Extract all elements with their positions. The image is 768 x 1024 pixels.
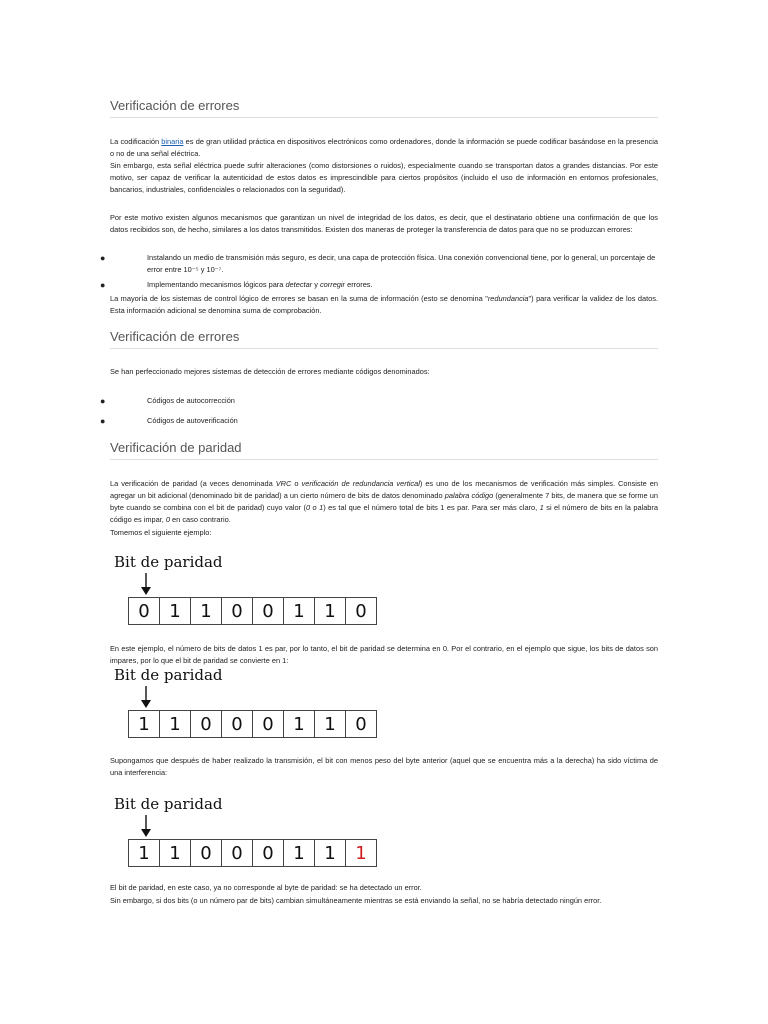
intro-text-end: es de gran utilidad práctica en dispositivos electrónicos como ordenadores, donde la información se puede codificar basándose en la presencia o no de una señal eléctrica. <box>110 137 658 158</box>
bit-cell: 1 <box>191 598 222 624</box>
bit-cell: 0 <box>253 711 284 737</box>
bit-cell: 0 <box>129 598 160 624</box>
intro-text-start: La codificación <box>110 137 162 146</box>
parity-term-vrc-full: verificación de redundancia vertical <box>301 479 420 488</box>
paragraph-even-example: En este ejemplo, el número de bits de datos 1 es par, por lo tanto, el bit de paridad se determina en 0. Por el contrario, en el ejemplo que sigue, los bits de datos son impares, por lo que el bit de paridad se convierte en 1: <box>110 644 658 665</box>
bit-cell: 0 <box>355 600 367 622</box>
parity-figure-1 <box>110 553 378 643</box>
bit-row <box>128 597 377 625</box>
parity-text-b: o <box>291 479 302 488</box>
bit-cell: 1 <box>160 598 191 624</box>
bit-cell-error: 1 <box>355 842 367 864</box>
parity-term-vrc: VRC <box>275 479 292 488</box>
bit-cell: 1 <box>129 840 160 866</box>
list-item-label <box>147 279 658 291</box>
bullet-emphasis-detectar: detectar <box>285 280 313 289</box>
bullet-icon: ● <box>100 416 106 426</box>
paragraph-codes-intro: Se han perfeccionado mejores sistemas de detección de errores mediante códigos denominados: <box>110 367 430 376</box>
parity-caption: Bit de paridad <box>114 553 223 571</box>
bit-cell: 1 <box>160 840 191 866</box>
bullet-icon: ● <box>100 253 106 263</box>
down-arrow-icon <box>140 815 152 837</box>
bit-cell: 0 <box>222 711 253 737</box>
bullet-text-end: errores. <box>345 280 373 289</box>
bit-cell: 0 <box>253 598 284 624</box>
parity-term-0: 0 <box>165 515 170 524</box>
parity-text-d: (generalmente 7 bits, de manera que se forme un byte cuando se combina con el bit de paridad) cuyo valor ( <box>110 491 658 512</box>
redundancy-text-start: La mayoría de los sistemas de control lógico de errores se basan en la suma de información (esto se denomina " <box>110 294 488 303</box>
bit-row <box>128 710 377 738</box>
parity-caption: Bit de paridad <box>114 795 223 813</box>
link-binaria[interactable]: binaria <box>161 137 184 146</box>
parity-term-0o1: 0 o 1 <box>305 503 324 512</box>
section-title-verificacion-errores-2: Verificación de errores <box>110 329 658 349</box>
paragraph-even-bits-limitation: Sin embargo, si dos bits (o un número par de bits) cambian simultáneamente mientras se está enviando la señal, no se habría detectado ningún error. <box>110 896 602 905</box>
bit-cell: 1 <box>284 598 315 624</box>
paragraph-redundancy <box>110 293 658 317</box>
bit-cell: 1 <box>160 711 191 737</box>
bullet-text-mid: y <box>312 280 320 289</box>
paragraph-intro <box>110 136 658 160</box>
parity-term-palabra: palabra código <box>444 491 494 500</box>
bullet-text-start: Implementando mecanismos lógicos para <box>147 280 286 289</box>
paragraph-example-intro: Tomemos el siguiente ejemplo: <box>110 528 212 537</box>
redundancy-text-end: ") para verificar la validez de los datos. Esta información adicional se denomina suma de comprobación. <box>110 294 658 315</box>
bit-cell: 1 <box>315 840 346 866</box>
bit-cell: 1 <box>284 840 315 866</box>
bit-cell: 0 <box>253 840 284 866</box>
parity-text-a: La verificación de paridad (a veces denominada <box>110 479 276 488</box>
bit-cell: 0 <box>355 713 367 735</box>
redundancy-term: redundancia <box>487 294 529 303</box>
section-title-verificacion-paridad: Verificación de paridad <box>110 440 658 460</box>
paragraph-integrity: Por este motivo existen algunos mecanismos que garantizan un nivel de integridad de los datos, es decir, que el destinatario obtiene una confirmación de que los datos recibidos son, de hecho, similares a los datos transmitidos. Existen dos maneras de proteger la transferencia de datos para que no se produzcan errores: <box>110 213 658 234</box>
parity-text-g: en caso contrario. <box>170 515 231 524</box>
down-arrow-icon <box>140 686 152 708</box>
bullet-icon: ● <box>100 280 106 290</box>
bit-cell: 1 <box>129 711 160 737</box>
parity-text-f: si el número de bits en la palabra código es impar, <box>110 503 658 524</box>
list-item-label: Códigos de autocorrección <box>147 396 235 405</box>
parity-text-e: ) es tal que el número total de bits 1 es par. Para ser más claro, <box>323 503 540 512</box>
paragraph-parity-definition <box>110 478 658 526</box>
list-item-label: Códigos de autoverificación <box>147 416 238 425</box>
section-title-verificacion-errores: Verificación de errores <box>110 98 658 118</box>
paragraph-error-detected: El bit de paridad, en este caso, ya no corresponde al byte de paridad: se ha detectado un error. <box>110 883 422 892</box>
bit-cell: 0 <box>222 598 253 624</box>
bit-cell: 1 <box>315 711 346 737</box>
parity-caption: Bit de paridad <box>114 666 223 684</box>
list-item-label: Instalando un medio de transmisión más seguro, es decir, una capa de protección física. Una conexión convencional tiene, por lo general, un porcentaje de error entre 10⁻⁵ y 10⁻⁷. <box>147 253 656 274</box>
bit-cell: 1 <box>284 711 315 737</box>
bit-cell: 1 <box>315 598 346 624</box>
bullet-icon: ● <box>100 396 106 406</box>
bit-cell: 0 <box>191 840 222 866</box>
bullet-emphasis-corregir: corregir <box>319 280 346 289</box>
parity-text-c: ) es uno de los mecanismos de verificación más simples. Consiste en agregar un bit adicional (denominado bit de paridad) a un cierto número de bits de datos denominado <box>110 479 658 500</box>
down-arrow-icon <box>140 573 152 595</box>
bit-cell: 0 <box>191 711 222 737</box>
paragraph-distortion: Sin embargo, esta señal eléctrica puede sufrir alteraciones (como distorsiones o ruidos), especialmente cuando se transportan datos a grandes distancias. Por este motivo, ser capaz de verificar la autenticidad de estos datos es imprescindible para ciertos propósitos (incluido el uso de información en entornos profesionales, bancarios, industriales, confidenciales o relacionados con la seguridad). <box>110 161 658 194</box>
bit-cell: 0 <box>222 840 253 866</box>
bit-row <box>128 839 377 867</box>
parity-figure-2 <box>110 666 378 756</box>
parity-term-1: 1 <box>539 503 544 512</box>
parity-figure-3 <box>110 795 378 885</box>
paragraph-interference: Supongamos que después de haber realizado la transmisión, el bit con menos peso del byte anterior (aquel que se encuentra más a la derecha) ha sido víctima de una interferencia: <box>110 756 658 777</box>
